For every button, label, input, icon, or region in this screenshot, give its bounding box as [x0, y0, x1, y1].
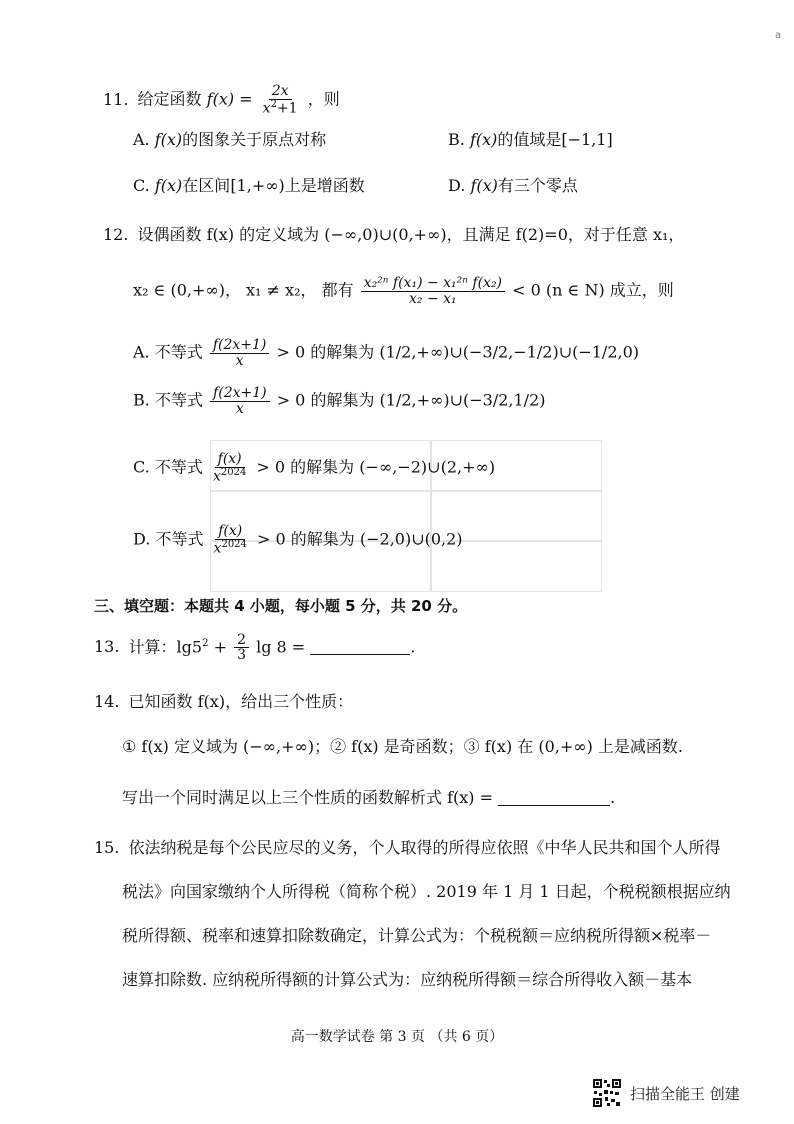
q14-number: 14. [94, 692, 120, 711]
q12-option-c: C. 不等式 $\frac{f(x)}{x^{2024}}$ > 0 的解集为 (−∞,−2)∪(2,+∞) [133, 451, 496, 485]
q14-answer-line: 写出一个同时满足以上三个性质的函数解析式 f(x) = . [122, 788, 616, 807]
section3-heading: 三、填空题：本题共 4 小题，每小题 5 分，共 20 分。 [94, 597, 468, 615]
q15-line4: 速算扣除数. 应纳税所得额的计算公式为：应纳税所得额＝综合所得收入额－基本 [122, 970, 693, 989]
q15-line3: 税所得额、税率和速算扣除数确定，计算公式为：个税税额＝应纳税所得额×税率－ [122, 926, 712, 945]
q12-option-a: A. 不等式 $\frac{f(2x+1)}{x}$ > 0 的解集为 (1/2,+∞)∪(−3/2,−1/2)∪(−1/2,0) [133, 337, 639, 369]
scanner-watermark [592, 1078, 740, 1108]
scanner-text: 扫描全能王 创建 [630, 1084, 740, 1103]
q14-stem: 14. 已知函数 f(x)，给出三个性质： [94, 692, 354, 711]
qr-code-icon [592, 1078, 622, 1108]
show-through-line [210, 490, 602, 492]
q11-fraction [260, 84, 301, 116]
q12-condition-fraction: $\frac{\text{x₂²ⁿ f(x₁) − x₁²ⁿ f(x₂)}}{\text{x₂ − x₁}}$ [361, 276, 505, 306]
q15-line2: 税法》向国家缴纳个人所得税（简称个税）. 2019 年 1 月 1 日起，个税税额根据应纳 [122, 882, 731, 901]
q11-option-b: B. f(x)的值域是[−1,1] [448, 130, 613, 149]
q12-option-b: B. 不等式 $\frac{f(2x+1)}{x}$ > 0 的解集为 (1/2,+∞)∪(−3/2,1/2) [133, 385, 546, 417]
q13-answer-blank[interactable] [310, 638, 410, 655]
q14-properties: ① f(x) 定义域为 (−∞,+∞)；② f(x) 是奇函数；③ f(x) 在 (0,+∞) 上是减函数. [122, 737, 684, 756]
q15-number: 15. [94, 838, 120, 857]
q14-answer-blank[interactable] [498, 789, 610, 806]
q11-fx: f(x) = [206, 89, 253, 109]
q11-option-a: A. f(x)的图象关于原点对称 [133, 130, 327, 149]
q11-stem-post: ，则 [307, 89, 340, 109]
page-footer: 高一数学试卷 第 3 页 （共 6 页） [290, 1029, 504, 1045]
q12-stem-line1: 12. 设偶函数 f(x) 的定义域为 (−∞,0)∪(0,+∞)，且满足 f(2)=0，对于任意 x₁， [103, 225, 685, 244]
q13-number: 13. [94, 637, 120, 657]
q11-option-c: C. f(x)在区间[1,+∞)上是增函数 [133, 176, 365, 195]
q11-frac-den: $x^2+1$ [262, 98, 298, 117]
q15-line1: 15. 依法纳税是每个公民应尽的义务，个人取得的所得应依照《中华人民共和国个人所得 [94, 838, 721, 857]
q12-option-d: D. 不等式 $\frac{f(x)}{x^{2024}}$ > 0 的解集为 (−2,0)∪(0,2) [133, 523, 463, 557]
q12-stem-line2: x₂ ∈ (0,+∞)， x₁ ≠ x₂， 都有 $\frac{\text{x₂²ⁿ f(x₁) − x₁²ⁿ f(x₂)}}{\text{x₂ − x₁}}$ < 0 (n ∈ N) 成立，则 [133, 275, 674, 307]
edge-mark: a [775, 30, 782, 41]
q11-number: 11. [103, 89, 129, 109]
q13-line: 13. 计算：$\lg 5^2$ + $\frac{2}{3}$ lg 8 = . [94, 631, 416, 664]
q11-stem [103, 84, 340, 116]
q12-number: 12. [103, 225, 129, 244]
q11-option-d: D. f(x)有三个零点 [448, 176, 578, 195]
q11-frac-num: 2x [269, 84, 292, 100]
q11-stem-pre: 给定函数 [137, 89, 202, 109]
